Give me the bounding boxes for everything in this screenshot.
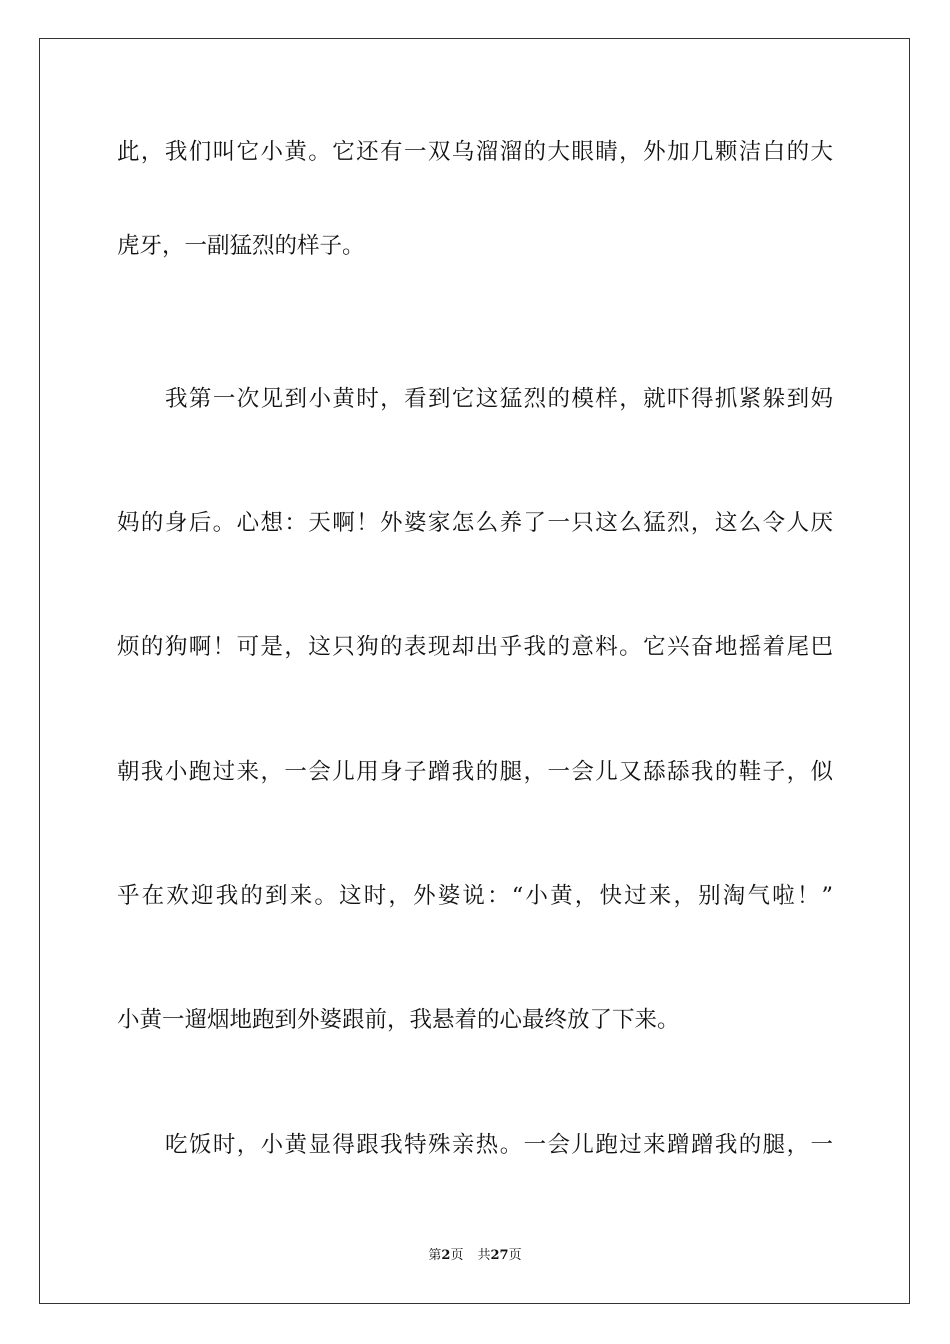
body-text-line-1: 此，我们叫它小黄。它还有一双乌溜溜的大眼睛，外加几颗洁白的大 [117, 139, 833, 165]
body-text-line-8: 小黄一遛烟地跑到外婆跟前，我悬着的心最终放了下来。 [117, 1007, 680, 1033]
page-footer [0, 1248, 950, 1264]
body-text-line-5: 烦的狗啊！可是，这只狗的表现却出乎我的意料。它兴奋地摇着尾巴 [117, 634, 833, 660]
body-text-line-2: 虎牙，一副猛烈的样子。 [117, 233, 365, 259]
body-text-line-4: 妈的身后。心想：天啊！外婆家怎么养了一只这么猛烈，这么令人厌 [117, 510, 833, 536]
total-prefix: 共 [477, 1248, 491, 1263]
body-text-line-7: 乎在欢迎我的到来。这时，外婆说：“小黄，快过来，别淘气啦！” [117, 883, 833, 909]
page-border [39, 38, 910, 1304]
total-pages: 27 [490, 1248, 509, 1263]
page-suffix: 页 [450, 1248, 464, 1263]
total-suffix: 页 [508, 1248, 522, 1263]
body-text-line-6: 朝我小跑过来，一会儿用身子蹭我的腿，一会儿又舔舔我的鞋子，似 [117, 759, 833, 785]
body-text-line-9: 吃饭时，小黄显得跟我特殊亲热。一会儿跑过来蹭蹭我的腿，一 [165, 1132, 833, 1158]
page-prefix: 第 [428, 1248, 442, 1263]
body-text-line-3: 我第一次见到小黄时，看到它这猛烈的模样，就吓得抓紧躲到妈 [165, 386, 833, 412]
page-number: 2 [441, 1248, 451, 1263]
